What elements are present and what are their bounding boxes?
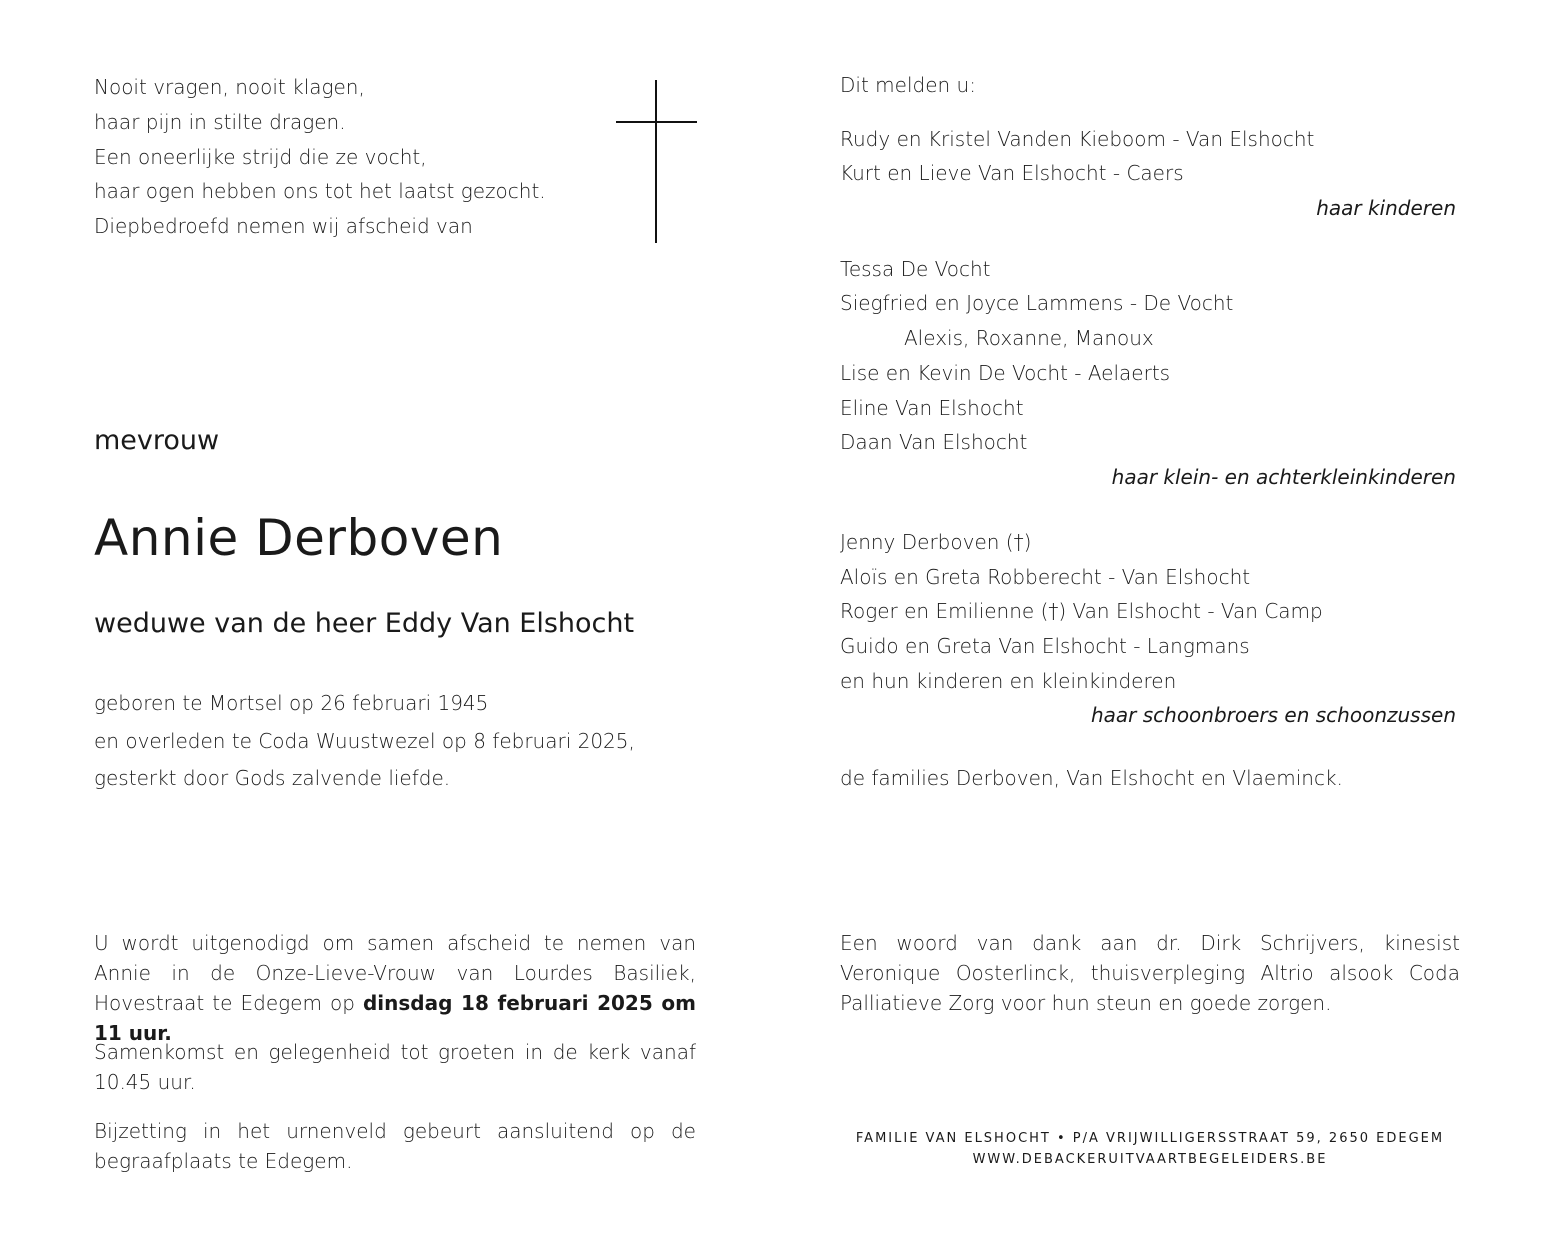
detail-line: gesterkt door Gods zalvende liefde.: [94, 766, 451, 790]
child-line: Kurt en Lieve Van Elshocht - Caers: [840, 161, 1184, 185]
deceased-name: Annie Derboven: [94, 509, 504, 567]
thanks-paragraph: Een woord van dank aan dr. Dirk Schrijvers, kinesist Veronique Oosterlinck, thuisverpleging Altrio alsook Coda Palliatieve Zorg voor hun steun en goede zorgen.: [840, 931, 1460, 1015]
invitation-text: U wordt uitgenodigd om samen afscheid te nemen van Annie in de Onze-Lieve-Vrouw van Lourdes Basiliek, Hovestraat te Edegem op: [94, 931, 696, 1015]
footer-address: FAMILIE VAN ELSHOCHT • P/A VRIJWILLIGERSSTRAAT 59, 2650 EDEGEM: [855, 1131, 1445, 1146]
poem-line: haar pijn in stilte dragen.: [94, 110, 346, 134]
poem-line: Nooit vragen, nooit klagen,: [94, 75, 365, 99]
burial-paragraph: Bijzetting in het urnenveld gebeurt aansluitend op de begraafplaats te Edegem.: [94, 1119, 696, 1173]
funeral-date: dinsdag 18 februari 2025 om 11 uur.: [94, 991, 696, 1045]
inlaw-line: Jenny Derboven (†): [840, 530, 1032, 554]
families-line: de families Derboven, Van Elshocht en Vlaeminck.: [840, 766, 1343, 790]
grandchild-line: Tessa De Vocht: [840, 257, 991, 281]
grandchild-line: Eline Van Elshocht: [840, 396, 1024, 420]
detail-line: en overleden te Coda Wuustwezel op 8 februari 2025,: [94, 729, 635, 753]
widow-of: weduwe van de heer Eddy Van Elshocht: [94, 608, 635, 639]
children-label: haar kinderen: [1316, 196, 1456, 220]
grandchild-line: Daan Van Elshocht: [840, 430, 1028, 454]
poem-line: haar ogen hebben ons tot het laatst gezocht.: [94, 179, 546, 203]
family-intro: Dit melden u:: [840, 73, 976, 97]
poem-line: Een oneerlijke strijd die ze vocht,: [94, 145, 427, 169]
salutation: mevrouw: [94, 425, 220, 456]
gathering-paragraph: Samenkomst en gelegenheid tot groeten in de kerk vanaf 10.45 uur.: [94, 1040, 696, 1094]
invitation-paragraph: [94, 928, 696, 1048]
grandchildren-label: haar klein- en achterkleinkinderen: [1111, 465, 1456, 489]
child-line: Rudy en Kristel Vanden Kieboom - Van Elshocht: [840, 127, 1315, 151]
inlaw-line: Roger en Emilienne (†) Van Elshocht - Van Camp: [840, 599, 1323, 623]
detail-line: geboren te Mortsel op 26 februari 1945: [94, 691, 489, 715]
poem-line: Diepbedroefd nemen wij afscheid van: [94, 214, 473, 238]
inlaw-line: Aloïs en Greta Robberecht - Van Elshocht: [840, 565, 1251, 589]
grandchild-line: Lise en Kevin De Vocht - Aelaerts: [840, 361, 1171, 385]
grandchild-line: Siegfried en Joyce Lammens - De Vocht: [840, 291, 1234, 315]
inlaw-line: Guido en Greta Van Elshocht - Langmans: [840, 634, 1250, 658]
footer-website: WWW.DEBACKERUITVAARTBEGELEIDERS.BE: [972, 1152, 1328, 1167]
inlaw-line: en hun kinderen en kleinkinderen: [840, 669, 1177, 693]
grandchild-line: Alexis, Roxanne, Manoux: [904, 326, 1154, 350]
inlaws-label: haar schoonbroers en schoonzussen: [1090, 703, 1456, 727]
